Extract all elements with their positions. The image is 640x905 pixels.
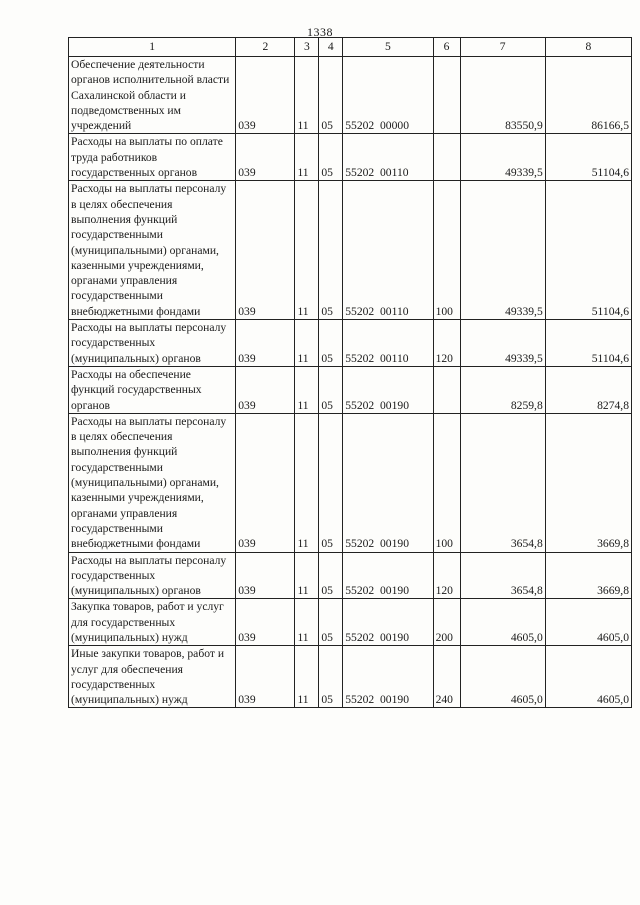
row-target: 55202 00110 (343, 320, 433, 367)
page-number: 1338 (307, 25, 333, 39)
row-subsection: 05 (319, 366, 343, 413)
row-section: 11 (295, 552, 319, 599)
row-subsection: 05 (319, 646, 343, 708)
row-ministry: 039 (236, 599, 295, 646)
header-col-1: 1 (69, 38, 236, 57)
row-target: 55202 00190 (343, 599, 433, 646)
row-value-2: 86166,5 (545, 57, 631, 134)
row-expense-type (433, 134, 460, 181)
table-row (69, 552, 632, 599)
header-col-2: 2 (236, 38, 295, 57)
row-target: 55202 00190 (343, 366, 433, 413)
row-target: 55202 00110 (343, 181, 433, 320)
row-target: 55202 00110 (343, 134, 433, 181)
row-value-1: 83550,9 (460, 57, 545, 134)
row-value-1: 3654,8 (460, 413, 545, 552)
header-col-6: 6 (433, 38, 460, 57)
row-value-2: 51104,6 (545, 134, 631, 181)
row-subsection: 05 (319, 413, 343, 552)
row-name: Расходы на выплаты персоналу в целях обеспечения выполнения функций государственными (муниципальными) органами, казенными учреждениями, органами управления государственными внебюджетными фондами (69, 413, 236, 552)
row-value-2: 51104,6 (545, 181, 631, 320)
row-section: 11 (295, 599, 319, 646)
row-target: 55202 00190 (343, 552, 433, 599)
row-section: 11 (295, 413, 319, 552)
row-subsection: 05 (319, 134, 343, 181)
row-expense-type: 240 (433, 646, 460, 708)
row-section: 11 (295, 181, 319, 320)
row-expense-type (433, 366, 460, 413)
header-col-5: 5 (343, 38, 433, 57)
row-value-1: 3654,8 (460, 552, 545, 599)
row-value-1: 49339,5 (460, 320, 545, 367)
row-subsection: 05 (319, 320, 343, 367)
table-row (69, 646, 632, 708)
row-subsection: 05 (319, 57, 343, 134)
row-ministry: 039 (236, 366, 295, 413)
row-value-1: 49339,5 (460, 181, 545, 320)
header-row (69, 38, 632, 57)
row-expense-type: 200 (433, 599, 460, 646)
row-ministry: 039 (236, 181, 295, 320)
header-col-7: 7 (460, 38, 545, 57)
table-row (69, 57, 632, 134)
row-value-2: 51104,6 (545, 320, 631, 367)
row-name: Закупка товаров, работ и услуг для государственных (муниципальных) нужд (69, 599, 236, 646)
table-row (69, 181, 632, 320)
row-target: 55202 00000 (343, 57, 433, 134)
row-value-2: 4605,0 (545, 646, 631, 708)
row-ministry: 039 (236, 134, 295, 181)
budget-table (68, 37, 632, 708)
table-row (69, 366, 632, 413)
row-target: 55202 00190 (343, 646, 433, 708)
row-value-2: 8274,8 (545, 366, 631, 413)
row-ministry: 039 (236, 646, 295, 708)
row-subsection: 05 (319, 599, 343, 646)
table-row (69, 599, 632, 646)
row-section: 11 (295, 57, 319, 134)
row-value-2: 3669,8 (545, 413, 631, 552)
row-section: 11 (295, 134, 319, 181)
row-section: 11 (295, 646, 319, 708)
row-expense-type: 120 (433, 552, 460, 599)
row-name: Расходы на выплаты персоналу государственных (муниципальных) органов (69, 320, 236, 367)
row-expense-type: 120 (433, 320, 460, 367)
row-expense-type (433, 57, 460, 134)
table-row (69, 320, 632, 367)
row-name: Расходы на выплаты по оплате труда работников государственных органов (69, 134, 236, 181)
table-row (69, 413, 632, 552)
row-ministry: 039 (236, 413, 295, 552)
row-subsection: 05 (319, 181, 343, 320)
row-name: Расходы на выплаты персоналу государственных (муниципальных) органов (69, 552, 236, 599)
row-name: Обеспечение деятельности органов исполнительной власти Сахалинской области и подведомственных им учреждений (69, 57, 236, 134)
row-value-2: 4605,0 (545, 599, 631, 646)
row-ministry: 039 (236, 320, 295, 367)
row-section: 11 (295, 366, 319, 413)
row-ministry: 039 (236, 57, 295, 134)
row-value-1: 4605,0 (460, 646, 545, 708)
row-target: 55202 00190 (343, 413, 433, 552)
row-value-1: 49339,5 (460, 134, 545, 181)
row-expense-type: 100 (433, 181, 460, 320)
table-row (69, 134, 632, 181)
row-name: Расходы на выплаты персоналу в целях обеспечения выполнения функций государственными (муниципальными) органами, казенными учреждениями, органами управления государственными внебюджетными фондами (69, 181, 236, 320)
header-col-4: 4 (319, 38, 343, 57)
row-value-1: 8259,8 (460, 366, 545, 413)
header-col-3: 3 (295, 38, 319, 57)
row-subsection: 05 (319, 552, 343, 599)
header-col-8: 8 (545, 38, 631, 57)
row-name: Расходы на обеспечение функций государственных органов (69, 366, 236, 413)
row-name: Иные закупки товаров, работ и услуг для обеспечения государственных (муниципальных) нужд (69, 646, 236, 708)
row-ministry: 039 (236, 552, 295, 599)
row-expense-type: 100 (433, 413, 460, 552)
row-section: 11 (295, 320, 319, 367)
row-value-1: 4605,0 (460, 599, 545, 646)
row-value-2: 3669,8 (545, 552, 631, 599)
